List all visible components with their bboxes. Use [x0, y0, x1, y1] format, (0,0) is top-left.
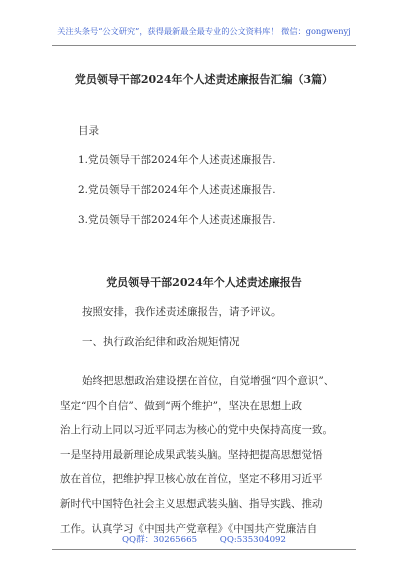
body-line: 坚定“四个自信”、做到“两个维护”，坚决在思想上政	[60, 399, 302, 412]
document-title: 党员领导干部2024年个人述责述廉报告汇编（3篇）	[74, 73, 334, 86]
footer-contact	[0, 533, 408, 545]
toc-item[interactable]: 1.党员领导干部2024年个人述责述廉报告.	[78, 154, 276, 166]
footer-divider	[52, 549, 356, 550]
toc-item[interactable]: 3.党员领导干部2024年个人述责述廉报告.	[78, 214, 276, 226]
header-promo-note: 关注头条号“公文研究”，获得最新最全最专业的公文资料库！ 微信：gongwenyj	[57, 26, 351, 36]
header-divider	[52, 45, 356, 46]
body-line: 一是坚持用最新理论成果武装头脑。坚持把提高思想觉悟	[60, 448, 323, 461]
toc-heading: 目录	[78, 125, 99, 137]
body-line: 治上行动上同以习近平同志为核心的党中央保持高度一致。	[60, 424, 333, 437]
toc-item[interactable]: 2.党员领导干部2024年个人述责述廉报告.	[78, 184, 276, 196]
footer-qq: QQ:535304092	[219, 535, 286, 545]
intro-paragraph: 按照安排，我作述责述廉报告，请予评议。	[82, 306, 282, 318]
body-line: 新时代中国特色社会主义思想武装头脑、指导实践、推动	[60, 497, 323, 510]
footer-qq-group: QQ群：30265665	[122, 535, 198, 545]
body-paragraph	[60, 369, 370, 541]
subheading: 一、执行政治纪律和政治规矩情况	[82, 336, 240, 348]
body-line: 始终把思想政治建设摆在首位，自觉增强“四个意识”、	[82, 375, 335, 387]
body-line: 工作。认真学习《中国共产党章程》《中国共产党廉洁自	[60, 522, 318, 535]
body-line: 放在首位，把维护捍卫核心放在首位，坚定不移用习近平	[60, 473, 323, 486]
section-title: 党员领导干部2024年个人述责述廉报告	[106, 276, 302, 289]
